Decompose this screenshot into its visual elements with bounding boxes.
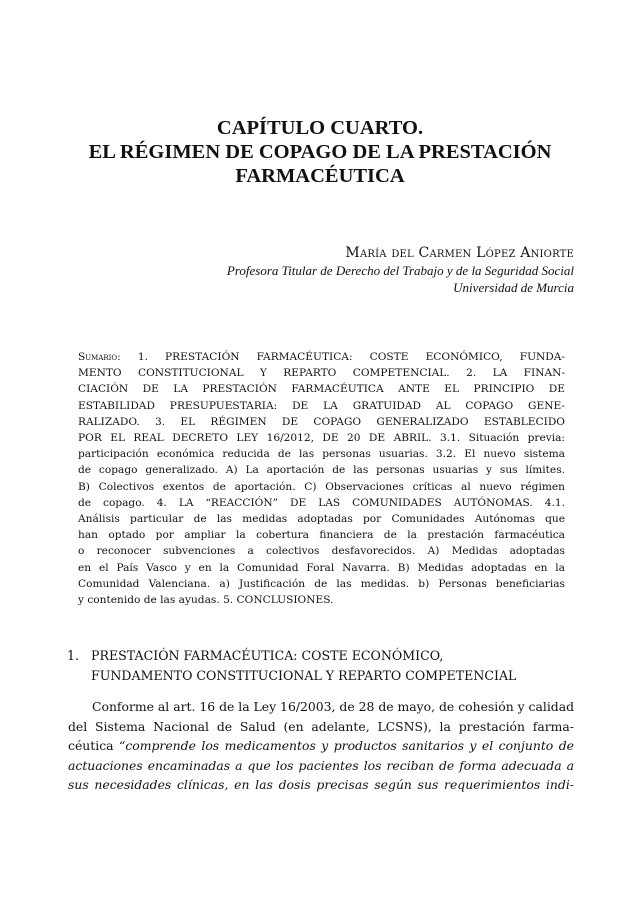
summary-line: han optado por ampliar la cobertura financiera de la prestación farmacéutica [78,529,565,542]
summary-label: Sumario: [78,351,121,363]
author-institution: Universidad de Murcia [453,280,574,295]
summary-line: B) Colectivos exentos de aportación. C) Observaciones críticas al nuevo régimen [78,480,565,493]
body-line [68,736,574,756]
section-heading-line: FUNDAMENTO CONSTITUCIONAL Y REPARTO COMPETENCIAL [91,667,517,683]
chapter-title-line: CAPÍTULO CUARTO. [216,117,424,139]
summary-line: y contenido de las ayudas. 5. CONCLUSIONES. [78,594,334,607]
body-quote-italic: “comprende los medicamentos y productos sanitarios y el conjunto de [119,738,574,753]
body-line: sus necesidades clínicas, en las dosis precisas según sus requerimientos indi- [68,777,574,792]
summary-line: Comunidad Valenciana. a) Justificación de las medidas. b) Personas beneficiarias [78,577,565,590]
body-line: Conforme al art. 16 de la Ley 16/2003, de 28 de mayo, de cohesión y calidad [92,699,574,714]
summary-line: Análisis particular de las medidas adoptadas por Comunidades Autónomas que [78,513,565,526]
chapter-title [60,116,580,188]
summary-line: ESTABILIDAD PRESUPUESTARIA: DE LA GRATUIDAD AL COPAGO GENE- [78,399,565,412]
summary [78,349,565,608]
summary-line: RALIZADO. 3. EL RÉGIMEN DE COPAGO GENERALIZADO ESTABLECIDO [78,415,565,428]
summary-line: CIACIÓN DE LA PRESTACIÓN FARMACÉUTICA ANTE EL PRINCIPIO DE [78,383,565,396]
section-heading [67,646,577,685]
author-name: María del Carmen López Aniorte [345,245,574,261]
section-heading-line: PRESTACIÓN FARMACÉUTICA: COSTE ECONÓMICO, [91,648,444,663]
summary-line: MENTO CONSTITUCIONAL Y REPARTO COMPETENCIAL. 2. LA FINAN- [78,367,565,380]
summary-text: 1. PRESTACIÓN FARMACÉUTICA: COSTE ECONÓMICO, FUNDA- [137,351,565,363]
body-paragraph [68,697,574,795]
author-affiliation: Profesora Titular de Derecho del Trabajo y de la Seguridad Social [226,263,574,278]
summary-line: de copago generalizado. A) La aportación de las personas usuarias y sus límites. [78,464,565,477]
summary-line: de copago. 4. LA “REACCIÓN” DE LAS COMUNIDADES AUTÓNOMAS. 4.1. [78,496,565,509]
summary-line [78,349,565,365]
summary-line: o reconocer subvenciones a colectivos desfavorecidos. A) Medidas adoptadas [78,545,565,558]
body-line: del Sistema Nacional de Salud (en adelante, LCSNS), la prestación farma- [68,718,574,734]
author-block [150,244,574,296]
chapter-title-line: FARMACÉUTICA [235,165,405,187]
summary-line: POR EL REAL DECRETO LEY 16/2012, DE 20 DE ABRIL. 3.1. Situación previa: [78,432,565,445]
summary-line: en el País Vasco y en la Comunidad Foral Navarra. B) Medidas adoptadas en la [78,561,565,574]
summary-line: participación económica reducida de las personas usuarias. 3.2. El nuevo sistema [78,448,565,461]
body-text-plain: céutica [68,738,119,753]
body-line: actuaciones encaminadas a que los pacientes los reciban de forma adecuada a [68,757,574,773]
chapter-title-line: EL RÉGIMEN DE COPAGO DE LA PRESTACIÓN [88,141,552,163]
section-number: 1. [67,648,80,663]
